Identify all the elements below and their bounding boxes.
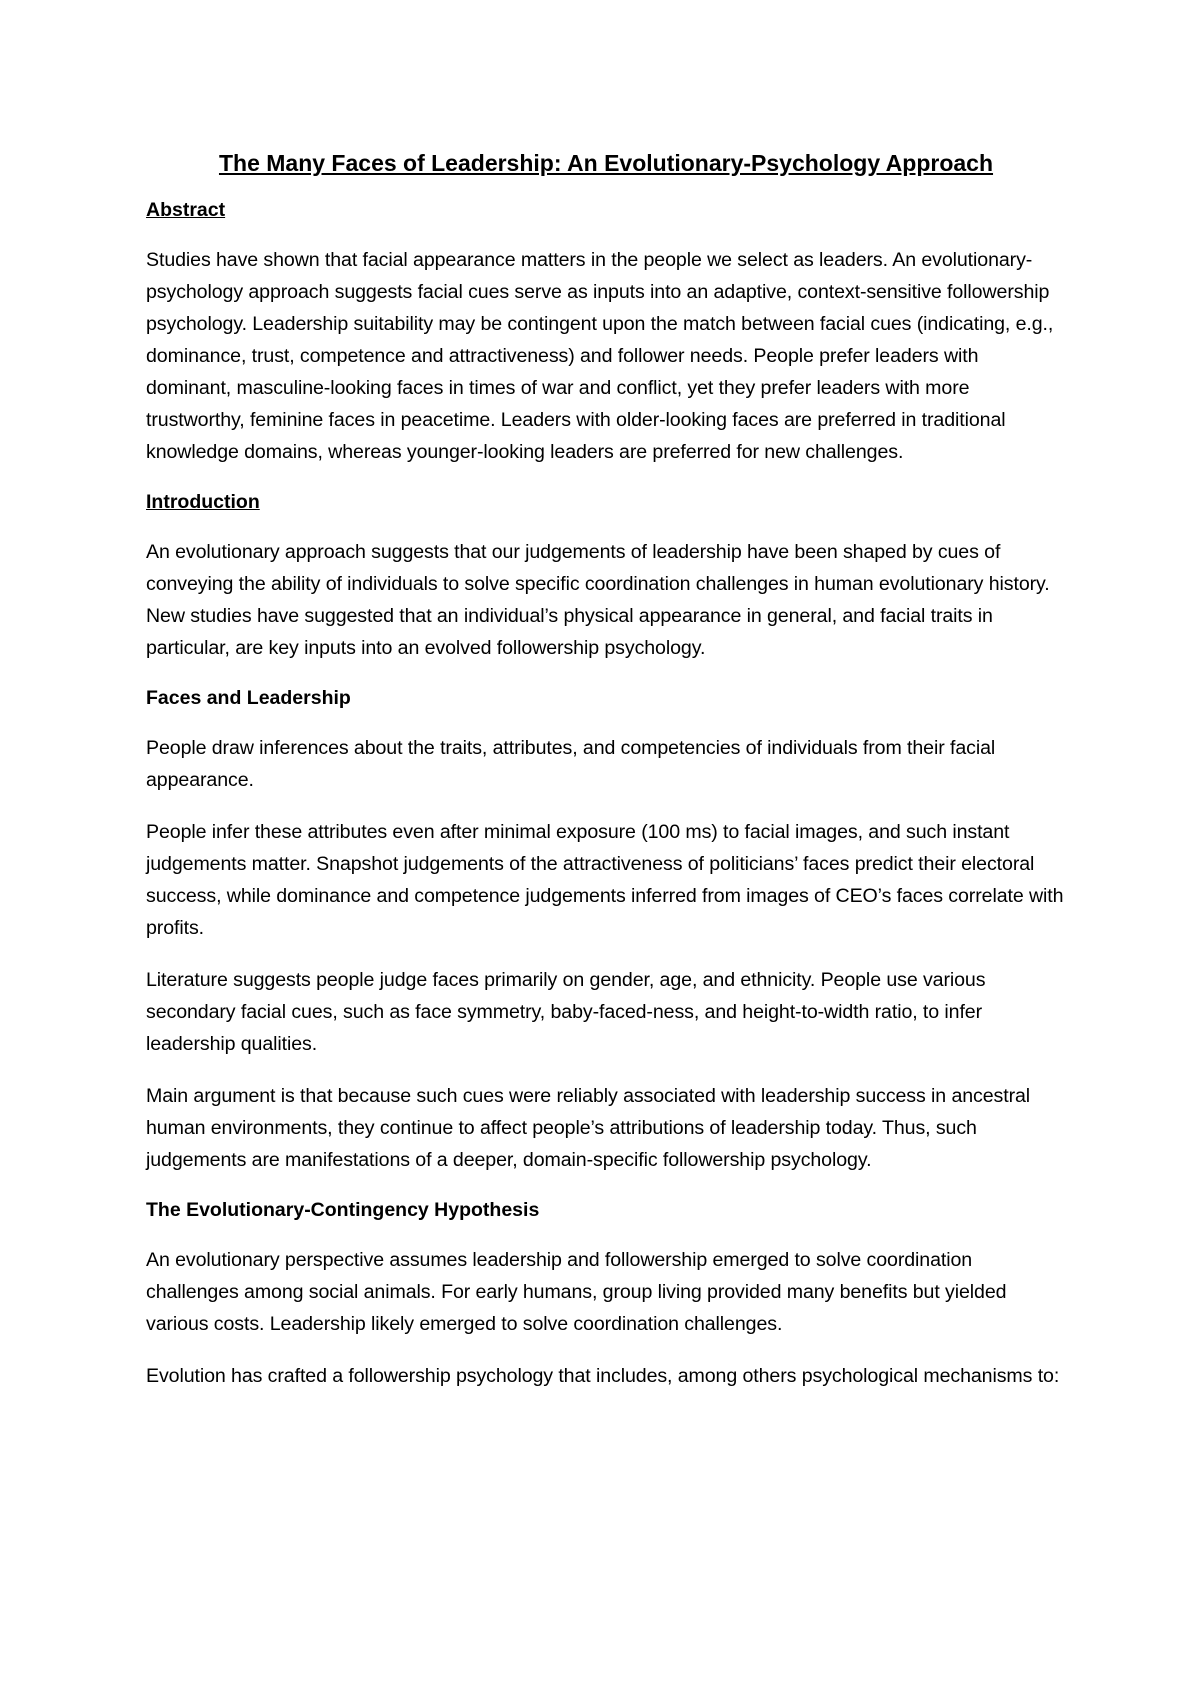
faces-paragraph-4: Main argument is that because such cues were reliably associated with leadership success in ancestral human environments, they continue to affect people’s attributions of leadership today. Thus, such judgements are manifestations of a deeper, domain-specific followership psychology. [146,1085,1031,1171]
introduction-paragraph: An evolutionary approach suggests that our judgements of leadership have been shaped by cues of conveying the ability of individuals to solve specific coordination challenges in human evolutionary history. New studies have suggested that an individual’s physical appearance in general, and facial traits in particular, are key inputs into an evolved followership psychology. [146,541,1050,659]
heading-introduction: Introduction [146,491,260,513]
document-body [146,147,1066,1412]
faces-paragraph-3: Literature suggests people judge faces primarily on gender, age, and ethnicity. People use various secondary facial cues, such as face symmetry, baby-faced-ness, and height-to-width ratio, to infer leadership qualities. [146,969,986,1055]
faces-paragraph-2: People infer these attributes even after minimal exposure (100 ms) to facial images, and such instant judgements matter. Snapshot judgements of the attractiveness of politicians’ faces predict their electoral success, while dominance and competence judgements inferred from images of CEO’s faces correlate with profits. [146,821,1064,939]
heading-evolutionary-contingency-hypothesis: The Evolutionary-Contingency Hypothesis [146,1199,540,1221]
abstract-paragraph: Studies have shown that facial appearance matters in the people we select as leaders. An evolutionary-psychology approach suggests facial cues serve as inputs into an adaptive, context-sensitive followership psychology. Leadership suitability may be contingent upon the match between facial cues (indicating, e.g., dominance, trust, competence and attractiveness) and follower needs. People prefer leaders with dominant, masculine-looking faces in times of war and conflict, yet they prefer leaders with more trustworthy, feminine faces in peacetime. Leaders with older-looking faces are preferred in traditional knowledge domains, whereas younger-looking leaders are preferred for new challenges. [146,249,1054,463]
hypothesis-paragraph-2: Evolution has crafted a followership psychology that includes, among others psychological mechanisms to: [146,1365,1060,1387]
faces-paragraph-1: People draw inferences about the traits, attributes, and competencies of individuals from their facial appearance. [146,737,996,791]
document-title: The Many Faces of Leadership: An Evolutionary-Psychology Approach [218,150,994,176]
heading-abstract: Abstract [146,199,226,221]
heading-faces-and-leadership: Faces and Leadership [146,687,351,709]
hypothesis-paragraph-1: An evolutionary perspective assumes leadership and followership emerged to solve coordination challenges among social animals. For early humans, group living provided many benefits but yielded various costs. Leadership likely emerged to solve coordination challenges. [146,1249,1007,1335]
